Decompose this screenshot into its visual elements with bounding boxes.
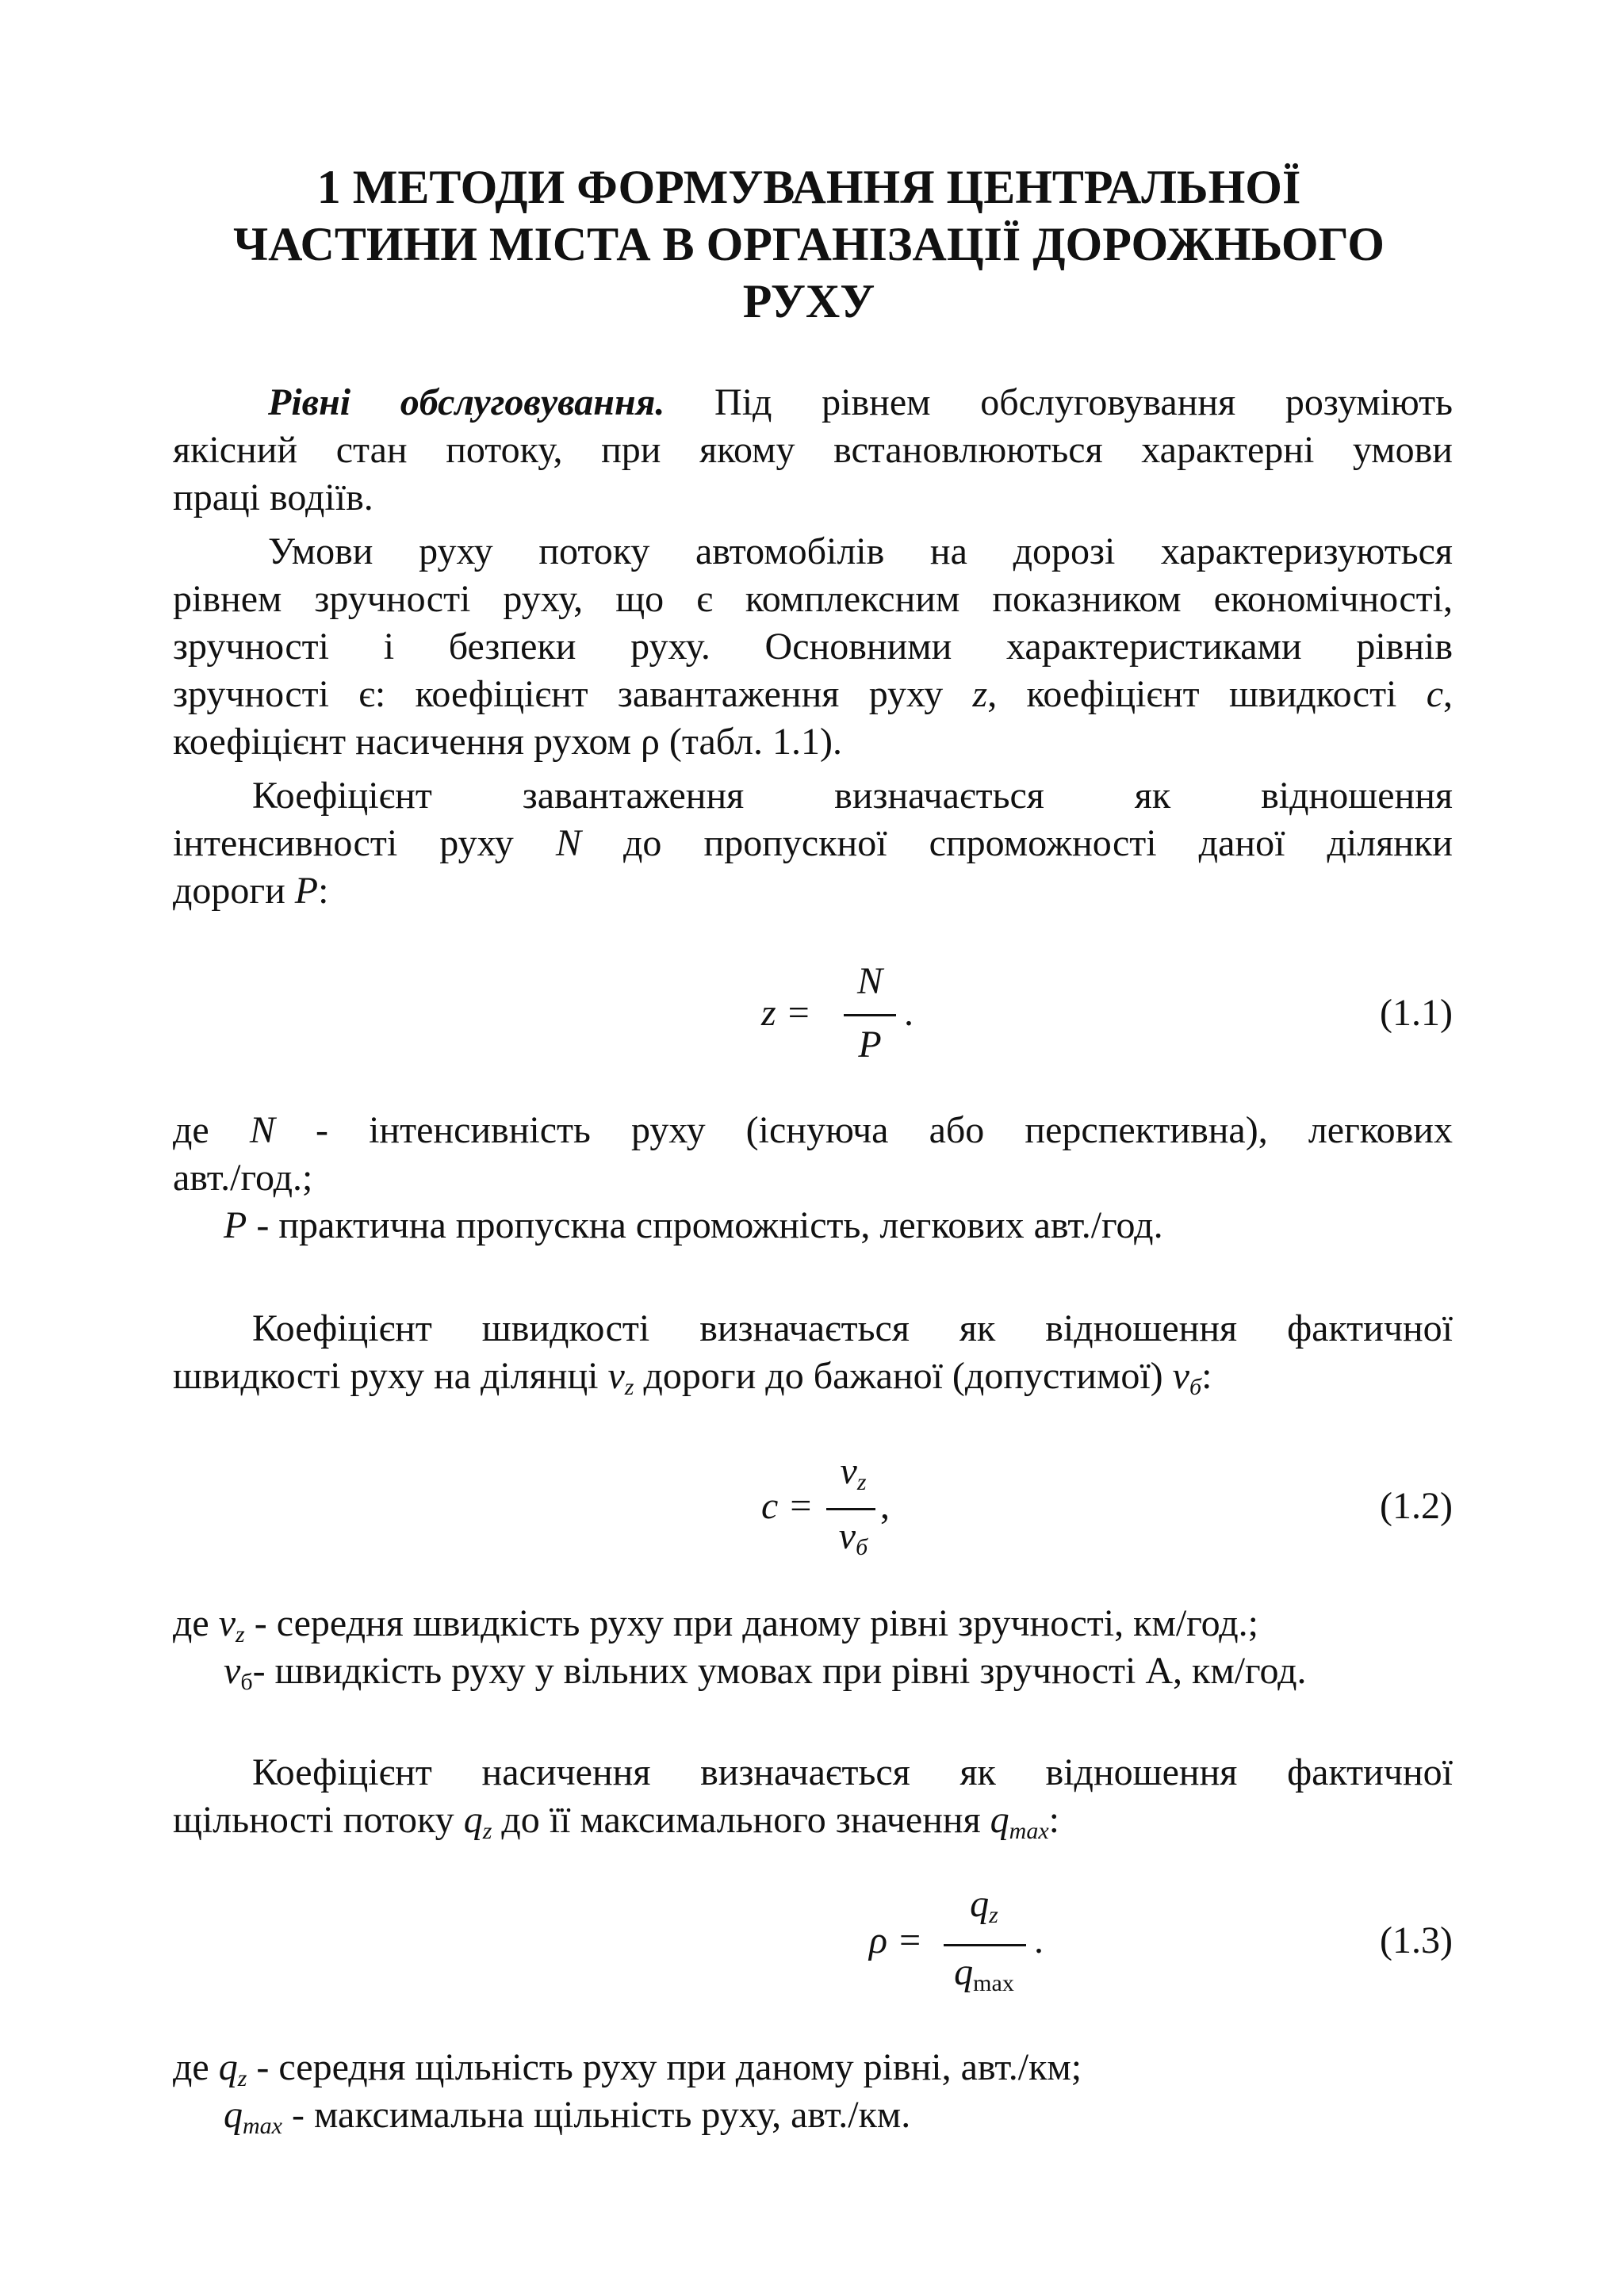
p3-word-4: як	[1134, 775, 1171, 817]
d2-line-2	[224, 1647, 1307, 1695]
eq2-den-sub: б	[856, 1534, 868, 1560]
eq2-num-sub: z	[856, 1469, 867, 1495]
eq3-num-var: q	[970, 1883, 990, 1925]
p2-line-3: зручності і безпеки руху. Основними характеристиками рівнів	[173, 626, 1453, 668]
p5-line-2-c: :	[1048, 1799, 1059, 1841]
eq3-lhs: ρ =	[869, 1919, 923, 1961]
d3-line-2	[224, 2091, 910, 2139]
p2-line-2: рівнем зручності руху, що є комплексним показником економічності,	[173, 578, 1453, 620]
eq3-num-sub: z	[989, 1902, 998, 1928]
p1-line-1-text: Під рівнем обслуговування розуміють	[714, 381, 1454, 423]
title-line-2: ЧАСТИНИ МІСТА В ОРГАНІЗАЦІЇ ДОРОЖНЬОГО	[233, 218, 1385, 270]
eq3-tail: .	[1034, 1919, 1044, 1961]
p5-line-2-a: щільності потоку	[173, 1799, 464, 1841]
p1-line-1	[268, 379, 1453, 427]
p3-word-5: відношення	[1261, 775, 1453, 817]
eq2-den-var: v	[838, 1515, 856, 1557]
var-N-def: N	[249, 1109, 275, 1151]
p3-word-2: завантаження	[522, 775, 745, 817]
var-q: q	[463, 1799, 483, 1841]
p4-line-2	[173, 1353, 1453, 1400]
p2-line-4-e: ,	[1443, 673, 1453, 715]
d2-line-1-b: - середня швидкість руху при даному рівні зручності, км/год.;	[244, 1602, 1259, 1644]
p1-line-2: якісний стан потоку, при якому встановлюються характерні умови	[173, 429, 1453, 471]
p2-line-4	[173, 671, 1453, 718]
p3-line-2	[173, 820, 1453, 867]
p1-heading: Рівні обслуговування.	[268, 381, 665, 423]
eq2-number: (1.2)	[1380, 1485, 1453, 1527]
var-v-sub: z	[624, 1374, 634, 1400]
p3-word-1: Коефіцієнт	[252, 775, 432, 817]
eq1-fraction-bar	[844, 1014, 896, 1016]
var-N: N	[555, 822, 581, 864]
var-v2: v	[1172, 1355, 1189, 1397]
eq3-denominator	[940, 1950, 1028, 1994]
d3-line-1-b: - середня щільність руху при даному рівні, авт./км;	[247, 2046, 1082, 2088]
eq3-numerator	[940, 1882, 1028, 1926]
p5-line-1: Коефіцієнт насичення визначається як відношення фактичної	[252, 1751, 1453, 1793]
p2-line-4-c: , коефіцієнт швидкості	[987, 673, 1427, 715]
var-v2-sub: б	[1189, 1374, 1202, 1400]
d1-line-3-b: - практична пропускна спроможність, легкових авт./год.	[247, 1204, 1163, 1246]
eq2-tail: ,	[880, 1485, 890, 1527]
var-qz-def-sub: z	[237, 2065, 247, 2091]
p3-line-3	[173, 867, 328, 915]
var-qz-def: q	[218, 2046, 238, 2088]
var-vz-def-sub: z	[236, 1621, 245, 1647]
var-qmax-sub: max	[1009, 1818, 1049, 1844]
d1-line-1-a: де	[173, 1109, 250, 1151]
var-v: v	[607, 1355, 625, 1397]
p4-line-2-left	[173, 1353, 1212, 1400]
chapter-title	[159, 159, 1459, 330]
eq1-numerator: N	[856, 960, 883, 1002]
p1-line-3: праці водіїв.	[173, 476, 373, 519]
var-P-def: P	[224, 1204, 247, 1246]
p4-line-2-c: :	[1201, 1355, 1212, 1397]
p4-line-2-a: швидкості руху на ділянці	[173, 1355, 608, 1397]
d2-line-1-a: де	[173, 1602, 219, 1644]
p5-line-2-b: до її максимального значення	[492, 1799, 990, 1841]
d1-line-3	[224, 1202, 1163, 1249]
var-qmax-def-sub: max	[243, 2113, 282, 2139]
var-vb-def-sub: б	[240, 1669, 253, 1695]
p3-line-3-a: дороги	[173, 870, 295, 912]
d1-line-1-c: - інтенсивність руху (існуюча або перспективна), легкових	[274, 1109, 1453, 1151]
p5-line-2	[173, 1797, 1059, 1844]
eq2-denominator	[825, 1514, 882, 1558]
var-vz-def: v	[218, 1602, 236, 1644]
d3-line-1	[173, 2044, 1082, 2091]
p3-line-2-a: інтенсивності руху	[173, 822, 556, 864]
eq3-den-sub: max	[973, 1970, 1014, 1996]
eq1-number: (1.1)	[1380, 992, 1453, 1034]
eq1-tail: .	[904, 992, 914, 1034]
var-qmax-def: q	[224, 2094, 243, 2136]
p3-line-1	[252, 772, 1453, 820]
d2-line-1	[173, 1600, 1258, 1647]
p2-line-5: коефіцієнт насичення рухом ρ (табл. 1.1).	[173, 721, 842, 763]
d3-line-1-a: де	[173, 2046, 219, 2088]
var-q-sub: z	[482, 1818, 492, 1844]
var-c: c	[1426, 673, 1443, 715]
eq2-numerator	[825, 1449, 882, 1493]
d1-line-1	[173, 1107, 1453, 1154]
eq2-num-var: v	[840, 1450, 857, 1492]
d2-line-2-b: - швидкість руху у вільних умовах при рівні зручності А, км/год.	[252, 1650, 1307, 1692]
eq2-fraction-bar	[826, 1508, 875, 1510]
p3-word-3: визначається	[834, 775, 1044, 817]
p2-line-1: Умови руху потоку автомобілів на дорозі характеризуються	[268, 530, 1453, 572]
eq3-number: (1.3)	[1380, 1919, 1453, 1961]
p4-line-2-b: дороги до бажаної (допустимої)	[634, 1355, 1173, 1397]
var-P: P	[294, 870, 319, 912]
eq1-lhs: z =	[761, 992, 812, 1034]
title-line-1: 1 МЕТОДИ ФОРМУВАННЯ ЦЕНТРАЛЬНОЇ	[316, 161, 1301, 213]
var-z: z	[972, 673, 988, 715]
d1-line-2: авт./год.;	[173, 1157, 313, 1199]
p3-line-2-c: до пропускної спроможності даної ділянки	[580, 822, 1453, 864]
eq2-lhs: c =	[761, 1485, 814, 1527]
p2-line-4-a: зручності є: коефіцієнт завантаження руху	[173, 673, 973, 715]
p3-line-3-c: :	[318, 870, 329, 912]
eq3-den-var: q	[954, 1951, 974, 1993]
title-line-3: РУХУ	[742, 275, 875, 327]
eq1-denominator: P	[858, 1024, 882, 1066]
var-vb-def: v	[224, 1650, 241, 1692]
var-qmax: q	[990, 1799, 1009, 1841]
eq3-fraction-bar	[944, 1944, 1026, 1946]
p4-line-1: Коефіцієнт швидкості визначається як відношення фактичної	[252, 1307, 1453, 1349]
d3-line-2-b: - максимальна щільність руху, авт./км.	[282, 2094, 911, 2136]
